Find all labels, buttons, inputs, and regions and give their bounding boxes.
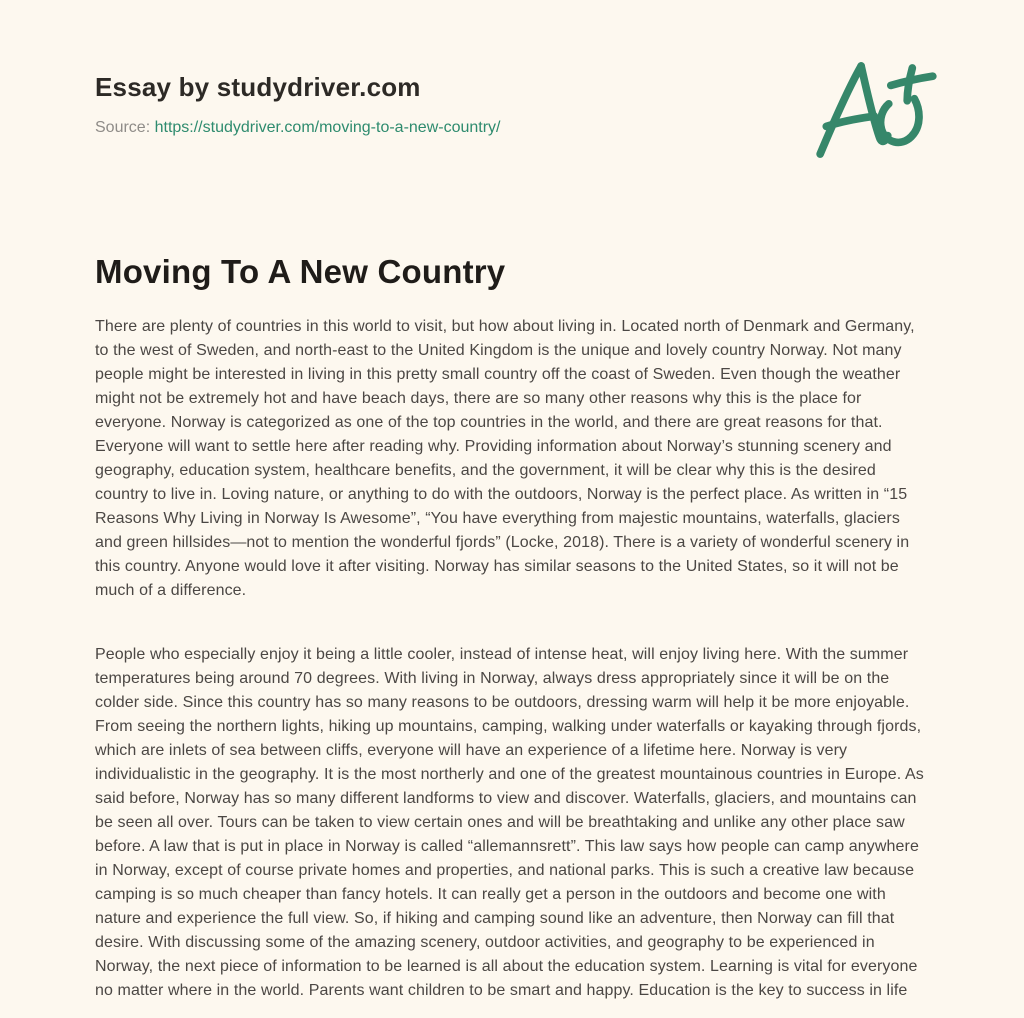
site-header-title: Essay by studydriver.com (95, 72, 421, 102)
source-link[interactable]: https://studydriver.com/moving-to-a-new-country/ (154, 119, 501, 136)
document-header (95, 72, 929, 137)
studydriver-a-plus-logo (813, 58, 941, 162)
essay-body (95, 315, 929, 1003)
source-line (95, 119, 929, 137)
essay-page (95, 0, 929, 1003)
essay-paragraph-1: There are plenty of countries in this world to visit, but how about living in. Located north of Denmark and Germany, to the west of Sweden, and north-east to the United Kingdom is the unique and lovely country Norway. Not many people might be interested in living in this pretty small country off the coast of Sweden. Even though the weather might not be extremely hot and have beach days, there are so many other reasons why this is the place for everyone. Norway is categorized as one of the top countries in the world, and there are great reasons for that. Everyone will want to settle here after reading why. Providing information about Norway’s stunning scenery and geography, education system, healthcare benefits, and the government, it will be clear why this is the desired country to live in. Loving nature, or anything to do with the outdoors, Norway is the perfect place. As written in “15 Reasons Why Living in Norway Is Awesome”, “You have everything from majestic mountains, waterfalls, glaciers and green hillsides—not to mention the wonderful fjords” (Locke, 2018). There is a variety of wonderful scenery in this country. Anyone would love it after visiting. Norway has similar seasons to the United States, so it will not be much of a difference. (95, 318, 915, 599)
essay-paragraph-2: People who especially enjoy it being a little cooler, instead of intense heat, will enjoy living here. With the summer temperatures being around 70 degrees. With living in Norway, always dress appropriately since it will be on the colder side. Since this country has so many reasons to be outdoors, dressing warm will help it be more enjoyable. From seeing the northern lights, hiking up mountains, camping, walking under waterfalls or kayaking through fjords, which are inlets of sea between cliffs, everyone will have an experience of a lifetime here. Norway is very individualistic in the geography. It is the most northerly and one of the greatest mountainous countries in Europe. As said before, Norway has so many different landforms to view and discover. Waterfalls, glaciers, and mountains can be seen all over. Tours can be taken to view certain ones and will be breathtaking and unlike any other place saw before. A law that is put in place in Norway is called “allemannsrett”. This law says how people can camp anywhere in Norway, except of course private homes and properties, and national parks. This is such a creative law because camping is so much cheaper than fancy hotels. It can really get a person in the outdoors and become one with nature and experience the full view. So, if hiking and camping sound like an adventure, then Norway can fill that desire. With discussing some of the amazing scenery, outdoor activities, and geography to be experienced in Norway, the next piece of information to be learned is all about the education system. Learning is vital for everyone no matter where in the world. Parents want children to be smart and happy. Education is the key to success in life (95, 646, 924, 999)
essay-title: Moving To A New Country (95, 253, 506, 290)
source-label: Source: (95, 119, 151, 136)
